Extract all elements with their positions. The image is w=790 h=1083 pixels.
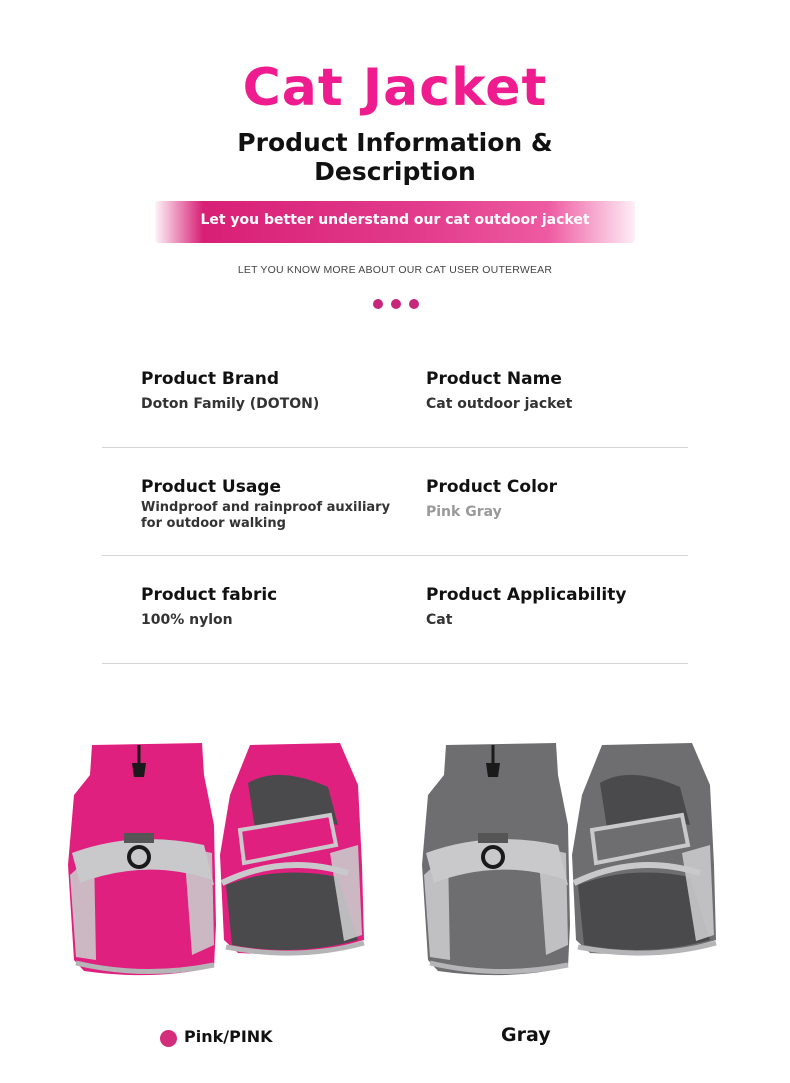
spec-applicability xyxy=(426,584,686,628)
dot xyxy=(409,299,419,309)
banner-text: Let you better understand our cat outdoor jacket xyxy=(200,212,590,228)
dot xyxy=(373,299,383,309)
spec-value: Pink Gray xyxy=(426,504,502,520)
product-photos xyxy=(0,725,790,980)
spec-color xyxy=(426,476,686,520)
variant-label-pink: Pink/PINK xyxy=(184,1027,273,1046)
spec-grid xyxy=(102,340,688,664)
spec-value: Doton Family (DOTON) xyxy=(141,396,320,412)
gray-jacket-front-image xyxy=(422,743,570,975)
spec-label: Product fabric xyxy=(141,585,278,605)
page-title: Cat Jacket xyxy=(242,58,548,118)
decorative-dots xyxy=(373,298,419,310)
spec-name xyxy=(426,368,686,412)
spec-value: Cat outdoor jacket xyxy=(426,396,573,412)
spec-row xyxy=(102,556,688,664)
pink-swatch-icon xyxy=(160,1030,177,1047)
spec-value: Windproof and rainproof auxiliary for outdoor walking xyxy=(141,500,391,531)
spec-value: 100% nylon xyxy=(141,612,233,628)
page-subtitle: Product Information & Description xyxy=(237,128,553,186)
variant-label-gray: Gray xyxy=(501,1024,551,1046)
spec-label: Product Brand xyxy=(141,369,280,389)
spec-fabric xyxy=(141,584,391,628)
caption: LET YOU KNOW MORE ABOUT OUR CAT USER OUTERWEAR xyxy=(237,264,553,276)
pink-jacket-front-image xyxy=(68,743,216,975)
banner xyxy=(155,201,635,243)
gray-jacket-side-image xyxy=(572,743,716,954)
pink-jacket-side-image xyxy=(220,743,364,954)
spec-usage xyxy=(141,476,391,532)
spec-label: Product Usage xyxy=(141,477,282,497)
spec-label: Product Name xyxy=(426,369,562,389)
spec-row xyxy=(102,340,688,448)
spec-brand xyxy=(141,368,391,412)
spec-label: Product Color xyxy=(426,477,557,497)
spec-row xyxy=(102,448,688,556)
dot xyxy=(391,299,401,309)
spec-label: Product Applicability xyxy=(426,585,627,605)
spec-value: Cat xyxy=(426,612,453,628)
